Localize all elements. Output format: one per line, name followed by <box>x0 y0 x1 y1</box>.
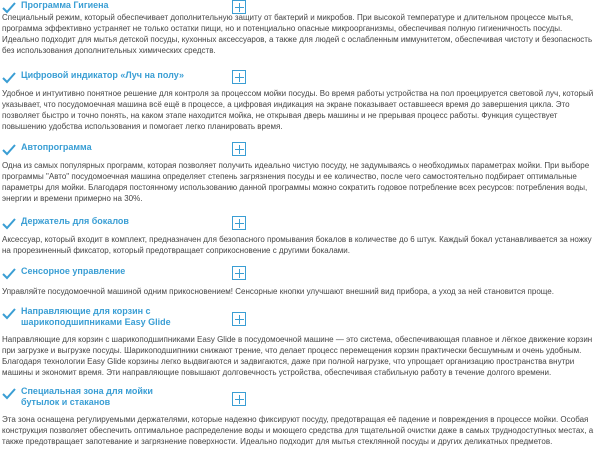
feature-bottle-zone <box>0 386 600 446</box>
feature-title: Программа Гигиена <box>21 0 109 10</box>
feature-glass-holder <box>0 216 600 255</box>
expand-plus-icon[interactable] <box>232 312 246 326</box>
expand-plus-icon[interactable] <box>232 142 246 156</box>
checkmark-icon <box>2 72 16 84</box>
feature-title: Специальная зона для мойки бутылок и стаканов <box>21 386 153 407</box>
checkmark-icon <box>2 144 16 156</box>
expand-plus-icon[interactable] <box>232 266 246 280</box>
checkmark-icon <box>2 308 16 320</box>
feature-description: Удобное и интуитивно понятное решение для контроля за процессом мойки посуды. Во время работы устройства на пол проецируется световой луч, который указывает, что посудомоечная машина всё ещё в процессе, а цифровая индикация на экране показывает оставшееся время до завершения цикла. Это позволяет быстро и точно понять, на каком этапе находится мойка, не открывая дверь машины и не прерывая процесс работы. Функция существует повышению удобства использования и помогает легко планировать время. <box>2 89 594 131</box>
feature-auto-program <box>0 142 600 203</box>
feature-easy-glide-rails <box>0 306 600 377</box>
feature-description: Направляющие для корзин с шарикоподшипниками Easy Glide в посудомоечной машине — это система, обеспечивающая плавное и лёгкое движение корзин при загрузке и выгрузке посуды. Шарикоподшипники снижают трение, что делает процесс перемещения корзин практически бесшумным и очень удобным. Благодаря технологии Easy Glide корзины легко выдвигаются и задвигаются, даже при полной нагрузке, что упрощает организацию пространства внутри машины и экономит время. Эти направляющие повышают долговечность устройства, обеспечивая стабильную работу в течение долгого времени. <box>2 335 593 377</box>
checkmark-icon <box>2 388 16 400</box>
expand-plus-icon[interactable] <box>232 216 246 230</box>
expand-plus-icon[interactable] <box>232 392 246 406</box>
feature-floor-beam-indicator <box>0 70 600 131</box>
feature-description: Управляйте посудомоечной машиной одним прикосновением! Сенсорные кнопки улучшают внешний вид прибора, а уход за ней становится проще. <box>2 287 554 296</box>
feature-hygiene <box>0 0 600 55</box>
feature-title: Автопрограмма <box>21 142 92 152</box>
feature-title: Держатель для бокалов <box>21 216 129 226</box>
checkmark-icon <box>2 268 16 280</box>
feature-description: Одна из самых популярных программ, которая позволяет получить идеально чистую посуду, не задумываясь о необходимых параметрах мойки. При выборе программы "Авто" посудомоечная машина определяет степень загрязнения посуды и ее количество, после чего самостоятельно подбирает оптимальные параметры для мойки. Благодаря постоянному использованию данной программы можно сократить годовое потребление всех ресурсов: потребления воды, энергии и времени примерно на 30%. <box>2 161 590 203</box>
checkmark-icon <box>2 218 16 230</box>
feature-touch-control <box>0 266 600 296</box>
feature-title: Цифровой индикатор «Луч на полу» <box>21 70 184 80</box>
feature-description: Аксессуар, который входит в комплект, предназначен для безопасного промывания бокалов в количестве до 6 штук. Каждый бокал устанавливается за ножку на прорезиненный фиксатор, который предотвращает соприкосновение с другими бокалами. <box>2 235 592 255</box>
feature-title: Сенсорное управление <box>21 266 126 276</box>
feature-description: Специальный режим, который обеспечивает дополнительную защиту от бактерий и микробов. При высокой температуре и длительном процессе мытья, программа эффективно устраняет не только остатки пищи, но и потенциально опасные микроорганизмы, обеспечивая полную гигиеничность посуды. Идеально подходит для мытья детской посуды, кухонных аксессуаров, а также для людей с ослабленным иммунитетом, обеспечивая чистоту и безопасность без использования дополнительных химических средств. <box>2 13 593 55</box>
feature-title: Направляющие для корзин с шарикоподшипниками Easy Glide <box>21 306 171 327</box>
expand-plus-icon[interactable] <box>232 70 246 84</box>
feature-description: Эта зона оснащена регулируемыми держателями, которые надежно фиксируют посуду, предотвращая её падение и повреждения в процессе мойки. Особая конструкция позволяет обеспечить оптимальное распределение воды и моющего средства для тщательной очистки даже в самых труднодоступных местах, а также предотвращает запотевание и загрязнение поверхности. Идеально подходит для мытья стеклянной посуды и других деликатных предметов. <box>2 415 594 446</box>
